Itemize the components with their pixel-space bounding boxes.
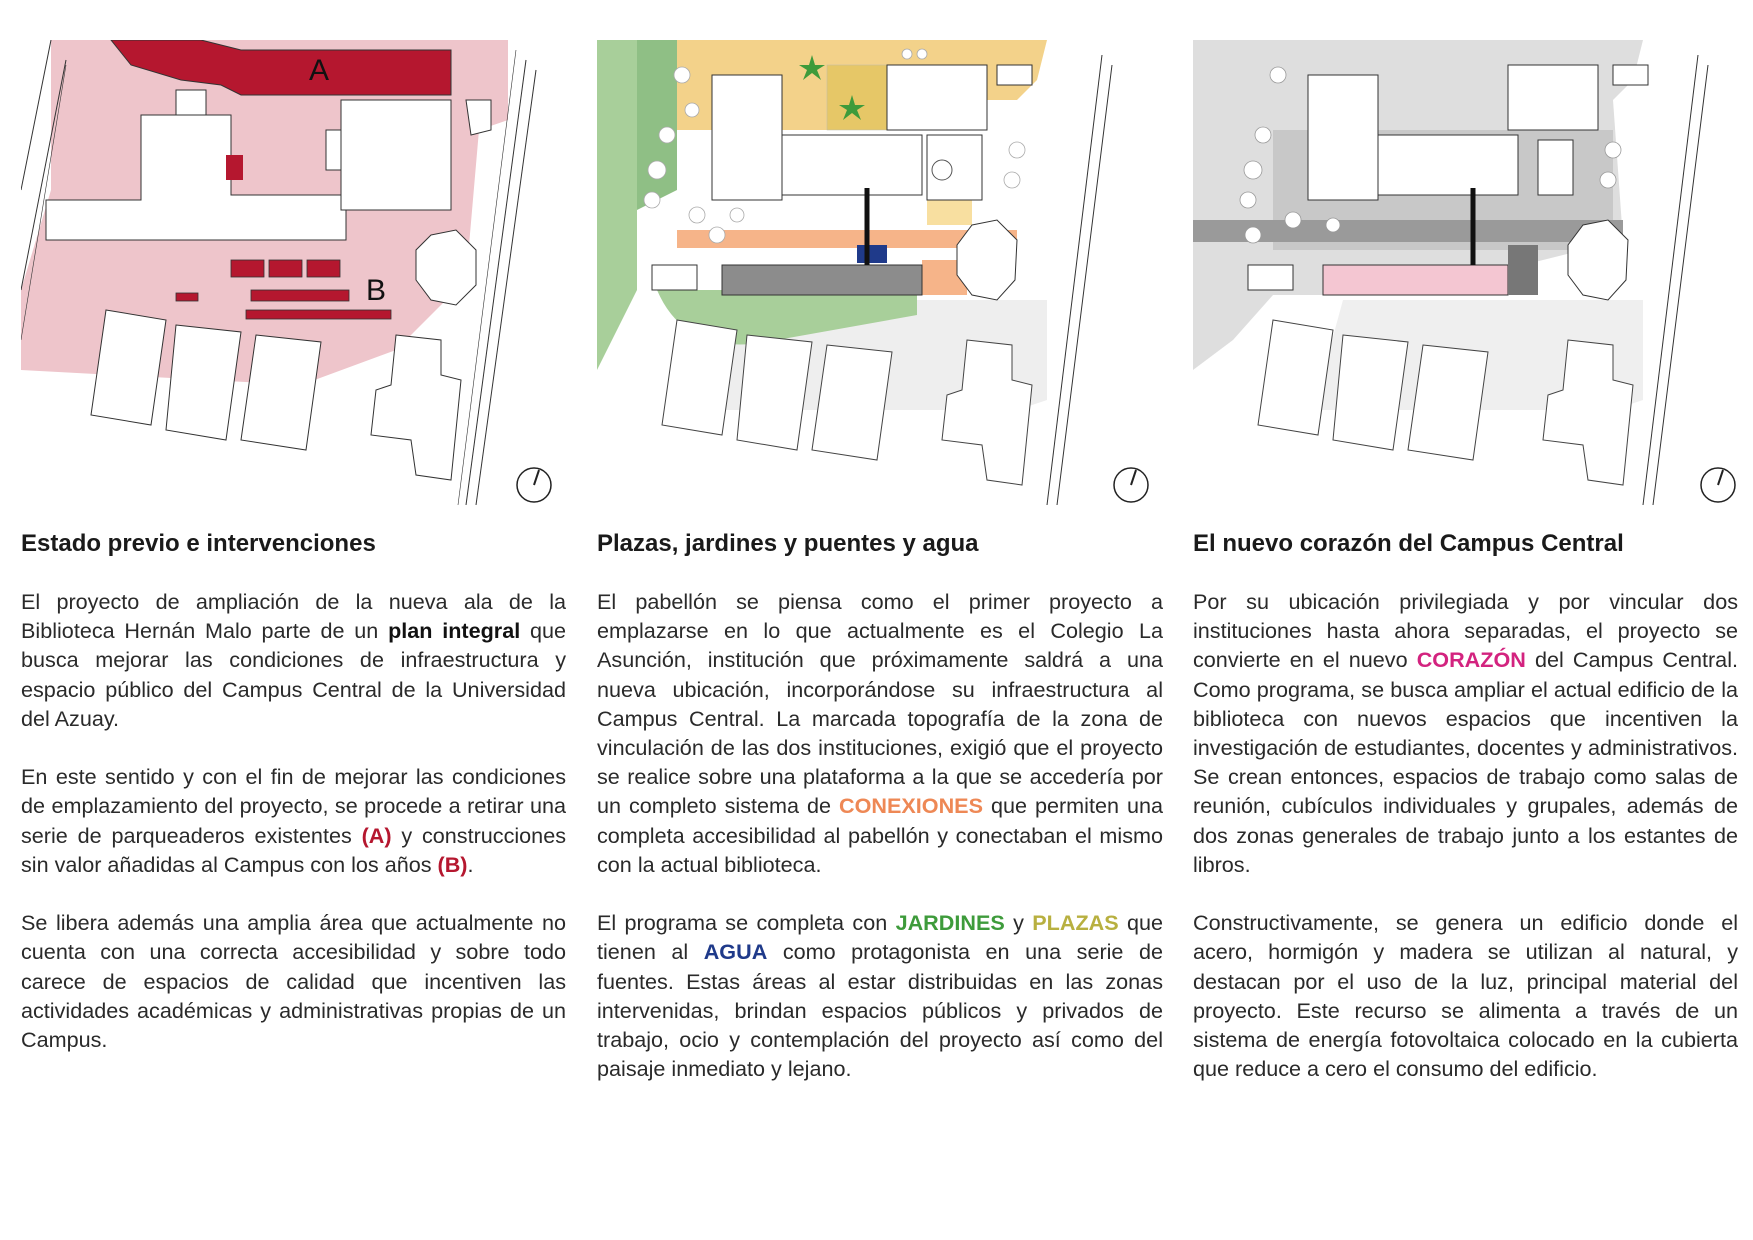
section-heading: Estado previo e intervenciones: [21, 530, 376, 557]
section-heading: El nuevo corazón del Campus Central: [1193, 530, 1624, 557]
site-plan-heart: [1193, 40, 1738, 505]
text-run: En este sentido y con el fin de mejorar las condiciones de emplazamiento del proyecto, se procede a retirar una serie de parqueaderos existentes: [21, 764, 566, 848]
keyword-a: (A): [361, 822, 392, 848]
keyword-corazon: CORAZÓN: [1416, 647, 1526, 673]
text-run: del Campus Central. Como programa, se busca ampliar el actual edificio de la biblioteca con nuevos espacios que incentiven la investigación de estudiantes, docentes y administrativos. Se crean entonces, espacios de trabajo como salas de reunión, cubículos individuales y grupales, además de dos zonas generales de trabajo junto a los estantes de libros.: [1193, 647, 1738, 877]
text-run: que permiten una completa accesibilidad al pabellón y conectaban el mismo con la actual biblioteca.: [597, 793, 1163, 877]
text-run: El programa se completa con: [597, 910, 896, 936]
keyword-conexiones: CONEXIONES: [838, 793, 983, 819]
north-arrow-icon: [1698, 465, 1738, 505]
section-body: [21, 587, 566, 1083]
section-body: [1193, 587, 1738, 1113]
paragraph: [21, 587, 566, 733]
paragraph: [21, 762, 566, 879]
site-plan-interventions: [21, 40, 566, 505]
paragraph: [1193, 908, 1738, 1083]
north-arrow-icon: [1111, 465, 1151, 505]
north-arrow-icon: [514, 465, 554, 505]
text-run: y: [1004, 910, 1033, 936]
text-run: El proyecto de ampliación de la nueva ala de la Biblioteca Hernán Malo parte de un: [21, 589, 566, 644]
paragraph: [21, 908, 566, 1054]
text-run: que busca mejorar las condiciones de infraestructura y espacio público del Campus Central de la Universidad del Azuay.: [21, 618, 566, 731]
section-body: [597, 587, 1163, 1113]
text-run: Por su ubicación privilegiada y por vincular dos instituciones hasta ahora separadas, el proyecto se convierte en el nuevo: [1193, 589, 1738, 673]
text-run: .: [467, 851, 474, 877]
text-run: El pabellón se piensa como el primer proyecto a emplazarse en lo que actualmente es el Colegio La Asunción, institución que próximamente saldrá a una nueva ubicación, incorporándose su infraestructura al Campus Central. La marcada topografía de la zona de vinculación de las dos instituciones, exigió que el proyecto se realice sobre una plataforma a la que se accedería por un completo sistema de: [597, 589, 1163, 819]
text-run: y construcciones sin valor añadidas al Campus con los años: [21, 822, 566, 877]
text-run: que tienen al: [597, 910, 1164, 965]
keyword-jardines: JARDINES: [895, 910, 1005, 936]
section-heading: Plazas, jardines y puentes y agua: [597, 530, 979, 557]
keyword-plazas: PLAZAS: [1032, 910, 1119, 936]
bold-text: plan integral: [388, 618, 521, 644]
paragraph: [1193, 587, 1738, 879]
keyword-b: (B): [437, 851, 468, 877]
paragraph: [597, 587, 1163, 879]
site-plan-landscape: [597, 40, 1163, 505]
text-run: Constructivamente, se genera un edificio donde el acero, hormigón y madera se utilizan al natural, y destacan por el uso de la luz, principal material del proyecto. Este recurso se alimenta a través de un sistema de energía fotovoltaica colocado en la cubierta que reduce a cero el consumo del edificio.: [1193, 910, 1738, 1082]
plan-label-b: B: [366, 274, 387, 307]
paragraph: [597, 908, 1163, 1083]
text-run: como protagonista en una serie de fuentes. Estas áreas al estar distribuidas en las zonas intervenidas, brindan espacios públicos y privados de trabajo, ocio y contemplación del proyecto así como del paisaje inmediato y lejano.: [597, 939, 1163, 1082]
plan-label-a: A: [309, 54, 330, 87]
keyword-agua: AGUA: [703, 939, 768, 965]
text-run: Se libera además una amplia área que actualmente no cuenta con una correcta accesibilidad y sobre todo carece de espacios de calidad que incentiven las actividades académicas y administrativas propias de un Campus.: [21, 910, 566, 1053]
